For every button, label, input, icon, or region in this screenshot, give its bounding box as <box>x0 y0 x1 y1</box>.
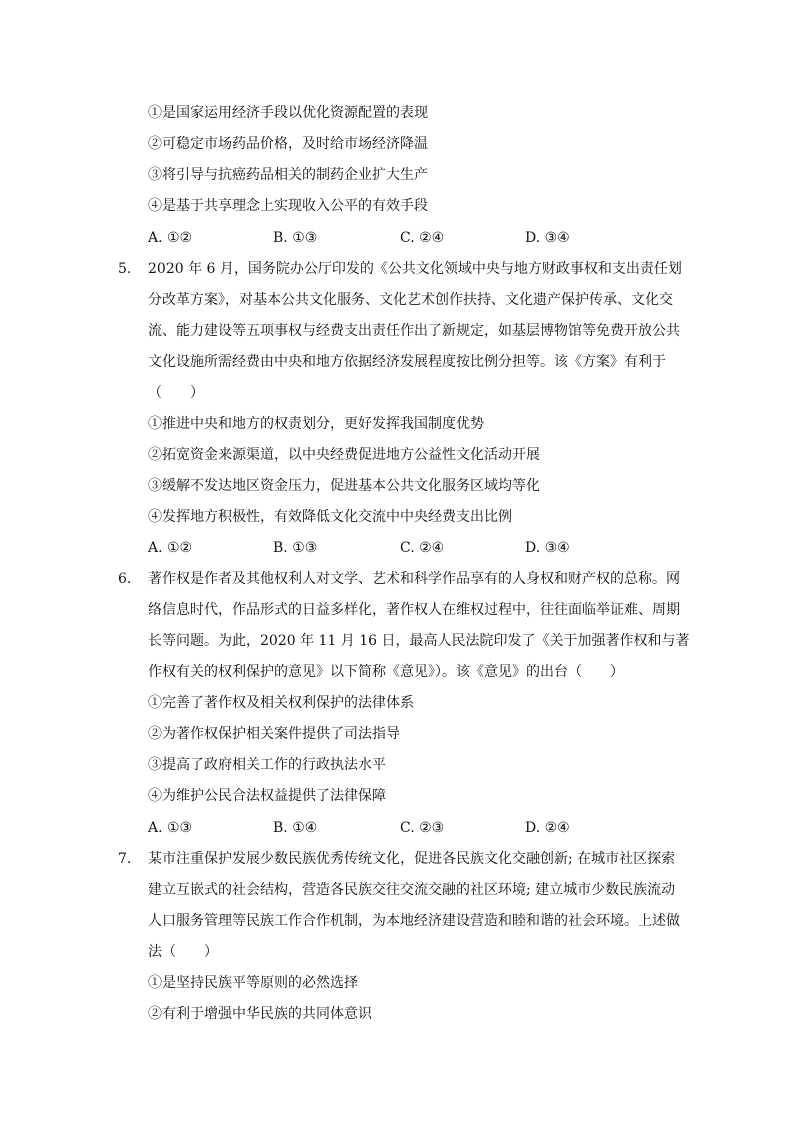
q6-option-2: ②为著作权保护相关案件提供了司法指导 <box>148 726 400 742</box>
q5-stem-line-4: 文化设施所需经费由中央和地方依据经济发展程度按比例分担等。该《方案》有利于 <box>148 354 666 370</box>
q4-option-2: ②可稳定市场药品价格，及时给市场经济降温 <box>148 136 428 152</box>
q5-choices <box>148 538 628 558</box>
q4-option-3: ③将引导与抗癌药品相关的制药企业扩大生产 <box>148 167 428 183</box>
q5-number: 5. <box>118 261 132 277</box>
q4-option-1: ①是国家运用经济手段以优化资源配置的表现 <box>148 105 428 121</box>
q6-choice-d: D. ②④ <box>525 820 570 836</box>
q6-number: 6. <box>118 571 132 587</box>
q5-choice-d: D. ③④ <box>525 540 570 556</box>
q7-stem-line-4: 法（ ） <box>148 944 218 960</box>
q5-option-3: ③缓解不发达地区资金压力，促进基本公共文化服务区域均等化 <box>148 478 540 494</box>
q5-option-1: ①推进中央和地方的权责划分，更好发挥我国制度优势 <box>148 416 484 432</box>
q6-option-1: ①完善了著作权及相关权利保护的法律体系 <box>148 695 414 711</box>
q6-option-4: ④为维护公民合法权益提供了法律保障 <box>148 788 386 804</box>
q5-stem-line-3: 流、能力建设等五项事权与经费支出责任作出了新规定，如基层博物馆等免费开放公共 <box>148 323 680 339</box>
q6-stem-line-1: 著作权是作者及其他权利人对文学、艺术和科学作品享有的人身权和财产权的总称。网 <box>148 571 680 587</box>
q7-stem-line-3: 人口服务管理等民族工作合作机制，为本地经济建设营造和睦和谐的社会环境。上述做 <box>148 913 680 929</box>
q6-stem-line-3: 长等问题。为此，2020 年 11 月 16 日，最高人民法院印发了《关于加强著作权和与著 <box>148 633 690 649</box>
q4-choice-c: C. ②④ <box>400 230 445 246</box>
q7-option-1: ①是坚持民族平等原则的必然选择 <box>148 975 358 991</box>
q6-choice-a: A. ①③ <box>148 820 193 836</box>
q7-stem-line-1: 某市注重保护发展少数民族优秀传统文化，促进各民族文化交融创新; 在城市社区探索 <box>148 851 676 867</box>
q7-number: 7. <box>118 851 132 867</box>
q6-option-3: ③提高了政府相关工作的行政执法水平 <box>148 757 386 773</box>
q4-choice-a: A. ①② <box>148 230 193 246</box>
q6-stem-line-2: 络信息时代，作品形式的日益多样化，著作权人在维权过程中，往往面临举证难、周期 <box>148 602 680 618</box>
q5-choice-b: B. ①③ <box>273 540 318 556</box>
q5-stem-line-2: 分改革方案》，对基本公共文化服务、文化艺术创作扶持、文化遗产保护传承、文化交 <box>148 292 673 308</box>
q7-stem-line-2: 建立互嵌式的社会结构，营造各民族交往交流交融的社区环境; 建立城市少数民族流动 <box>148 882 676 898</box>
q6-choice-b: B. ①④ <box>273 820 318 836</box>
q5-choice-c: C. ②④ <box>400 540 445 556</box>
q4-option-4: ④是基于共享理念上实现收入公平的有效手段 <box>148 198 428 214</box>
q5-choice-a: A. ①② <box>148 540 193 556</box>
q5-stem-line-1: 2020 年 6 月，国务院办公厅印发的《公共文化领域中央与地方财政事权和支出责任划 <box>148 261 682 277</box>
q5-option-2: ②拓宽资金来源渠道，以中央经费促进地方公益性文化活动开展 <box>148 447 540 463</box>
q5-stem-line-5: （ ） <box>148 385 204 401</box>
q4-choices <box>148 228 628 248</box>
q4-choice-b: B. ①③ <box>273 230 318 246</box>
q7-option-2: ②有利于增强中华民族的共同体意识 <box>148 1006 372 1022</box>
q6-choice-c: C. ②③ <box>400 820 445 836</box>
q5-option-4: ④发挥地方积极性，有效降低文化交流中中央经费支出比例 <box>148 509 512 525</box>
q6-stem-line-4: 作权有关的权利保护的意见》以下简称《意见》）。该《意见》的出台（ ） <box>148 664 624 680</box>
q6-choices <box>148 818 628 838</box>
q4-choice-d: D. ③④ <box>525 230 570 246</box>
